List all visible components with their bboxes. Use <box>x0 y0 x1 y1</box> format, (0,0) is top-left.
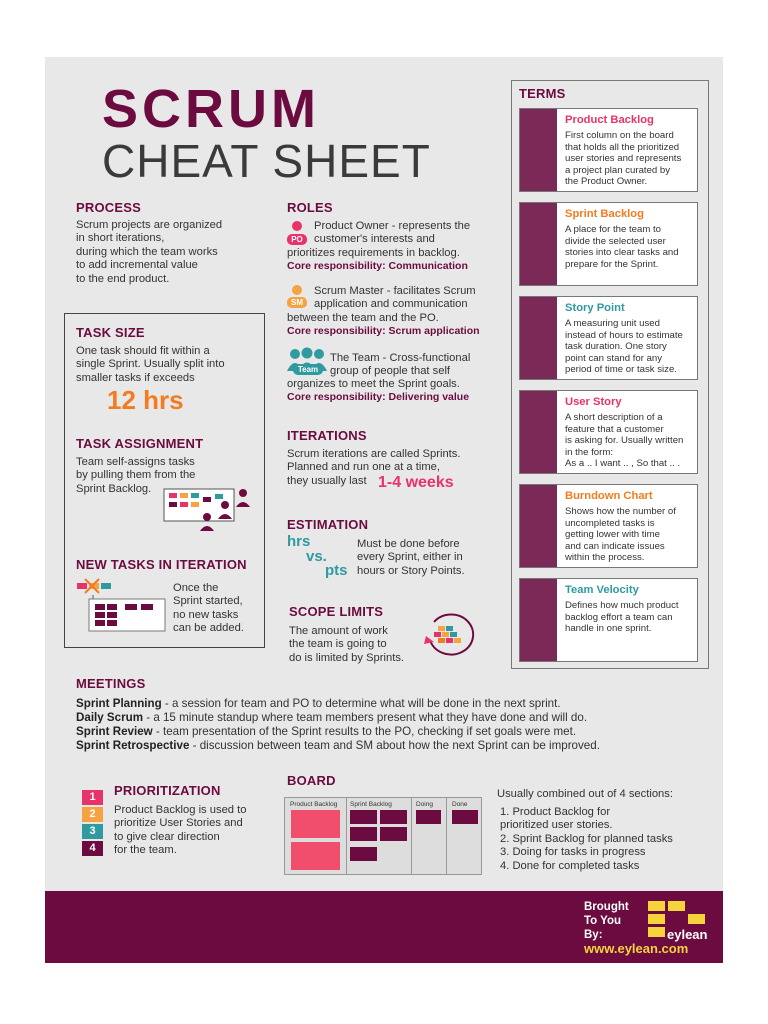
task-card <box>380 810 407 824</box>
sm-line-1: Scrum Master - facilitates Scrum <box>314 285 476 297</box>
task-size-text: One task should fit within a single Sprint. Usually split into smaller tasks if exceeds <box>76 345 225 384</box>
term-title: Sprint Backlog <box>565 208 644 220</box>
priority-number-4: 4 <box>82 841 103 856</box>
estimation-heading: ESTIMATION <box>287 517 369 532</box>
sprint-cycle-icon <box>420 610 476 658</box>
new-tasks-heading: NEW TASKS IN ITERATION <box>76 557 247 572</box>
scope-heading: SCOPE LIMITS <box>289 604 384 619</box>
roles-heading: ROLES <box>287 200 333 215</box>
new-tasks-illustration <box>75 577 167 633</box>
team-line-2: group of people that self <box>330 365 451 377</box>
term-title: Team Velocity <box>565 584 639 596</box>
term-title: Burndown Chart <box>565 490 653 502</box>
title-scrum: SCRUM <box>102 79 320 139</box>
term-burndown-chart <box>519 484 698 568</box>
po-line-3: prioritizes requirements in backlog. <box>287 247 460 259</box>
meeting-sprint-retrospective: Sprint Retrospective - discussion between team and SM about how the next Sprint can be improved. <box>76 739 600 752</box>
estimation-pts: pts <box>325 562 348 579</box>
term-desc: A place for the team to divide the selected user stories into clear tasks and prepare for the Sprint. <box>565 224 679 270</box>
task-card <box>350 847 377 861</box>
iterations-value: 1-4 weeks <box>378 474 454 491</box>
board-column-doing: Doing <box>416 801 433 808</box>
po-badge: PO <box>287 234 307 245</box>
term-story-point <box>519 296 698 380</box>
po-line-2: customer's interests and <box>314 233 435 245</box>
footer-url[interactable]: www.eylean.com <box>584 941 689 956</box>
task-board-illustration <box>163 485 255 533</box>
prioritization-heading: PRIORITIZATION <box>114 783 221 798</box>
term-sprint-backlog <box>519 202 698 286</box>
task-assignment-text: Team self-assigns tasks by pulling them from the Sprint Backlog. <box>76 456 196 495</box>
term-title: Product Backlog <box>565 114 654 126</box>
task-card <box>350 827 377 841</box>
task-card <box>380 827 407 841</box>
sm-core: Core responsibility: Scrum application <box>287 325 480 337</box>
team-badge: Team <box>293 364 323 375</box>
priority-number-2: 2 <box>82 807 103 822</box>
backlog-card <box>291 810 340 838</box>
prioritization-text: Product Backlog is used to prioritize User Stories and to give clear direction for the team. <box>114 804 247 857</box>
task-size-value: 12 hrs <box>107 385 184 415</box>
process-heading: PROCESS <box>76 200 141 215</box>
iterations-heading: ITERATIONS <box>287 428 367 443</box>
meeting-sprint-review: Sprint Review - team presentation of the Sprint results to the PO, checking if set goals were met. <box>76 725 577 738</box>
task-card <box>452 810 478 824</box>
task-card <box>416 810 441 824</box>
meeting-daily-scrum: Daily Scrum - a 15 minute standup where team members present what they have done and will do. <box>76 711 588 724</box>
board-column-done: Done <box>452 801 468 808</box>
task-card <box>350 810 377 824</box>
term-product-backlog <box>519 108 698 192</box>
process-text: Scrum projects are organized in short iterations, during which the team works to add incremental value to the end product. <box>76 219 223 285</box>
meetings-heading: MEETINGS <box>76 676 146 691</box>
task-assignment-heading: TASK ASSIGNMENT <box>76 436 204 451</box>
team-core: Core responsibility: Delivering value <box>287 391 470 403</box>
term-title: User Story <box>565 396 622 408</box>
po-core: Core responsibility: Communication <box>287 260 468 272</box>
title-cheat-sheet: CHEAT SHEET <box>102 135 431 187</box>
term-title: Story Point <box>565 302 625 314</box>
priority-number-1: 1 <box>82 790 103 805</box>
scope-text: The amount of work the team is going to do is limited by Sprints. <box>289 625 405 664</box>
board-intro: Usually combined out of 4 sections: <box>497 788 673 800</box>
estimation-vs: vs. <box>306 548 327 565</box>
board-sections: 1. Product Backlog for prioritized user stories. 2. Sprint Backlog for planned tasks 3. Doing for tasks in progress 4. Done for completed tasks <box>500 806 673 872</box>
term-desc: A measuring unit used instead of hours to estimate task duration. One story point can stand for any period of time or task size. <box>565 318 683 376</box>
term-desc: A short description of a feature that a customer is asking for. Usually written in the form: As a .. I want .. , So that .. . <box>565 412 684 470</box>
board-column-sprint-backlog: Sprint Backlog <box>350 801 392 808</box>
brought-to-you: Brought To You By: <box>584 901 629 941</box>
board-column-product-backlog: Product Backlog <box>290 801 338 808</box>
meeting-sprint-planning: Sprint Planning - a session for team and PO to determine what will be done in the next sprint. <box>76 697 561 710</box>
new-tasks-text: Once the Sprint started, no new tasks can be added. <box>173 582 244 635</box>
term-team-velocity <box>519 578 698 662</box>
iterations-text: Scrum iterations are called Sprints. Planned and run one at a time, they usually last <box>287 448 461 487</box>
eylean-brand: eylean <box>667 927 708 942</box>
team-line-1: The Team - Cross-functional <box>330 352 471 364</box>
priority-number-3: 3 <box>82 824 103 839</box>
sm-badge: SM <box>287 297 307 308</box>
term-user-story <box>519 390 698 474</box>
po-line-1: Product Owner - represents the <box>314 220 471 232</box>
estimation-hrs: hrs <box>287 533 311 550</box>
terms-heading: TERMS <box>519 86 566 101</box>
sm-line-3: between the team and the PO. <box>287 312 439 324</box>
term-desc: Defines how much product backlog effort a team can handle in one sprint. <box>565 600 679 635</box>
estimation-text: Must be done before every Sprint, either in hours or Story Points. <box>357 538 465 577</box>
backlog-card <box>291 842 340 870</box>
sm-line-2: application and communication <box>314 298 468 310</box>
board-diagram <box>284 797 482 875</box>
term-desc: First column on the board that holds all the prioritized user stories and represents a project plan curated by the Product Owner. <box>565 130 682 188</box>
team-line-3: organizes to meet the Sprint goals. <box>287 378 460 390</box>
term-desc: Shows how the number of uncompleted tasks is getting lower with time and can indicate issues within the process. <box>565 506 676 564</box>
task-size-heading: TASK SIZE <box>76 325 145 340</box>
board-heading: BOARD <box>287 773 336 788</box>
